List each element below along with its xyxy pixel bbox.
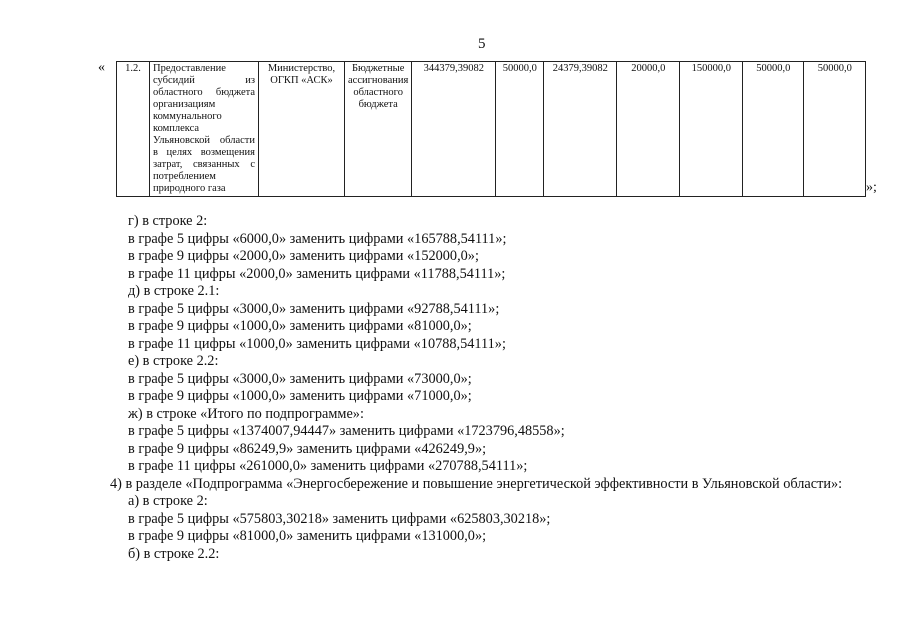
- budget-table: [116, 61, 866, 197]
- text-line: в графе 11 цифры «2000,0» заменить цифрами «11788,54111»;: [128, 265, 506, 282]
- cell-year-value: 50000,0: [804, 62, 866, 197]
- closing-quote: »;: [866, 180, 877, 195]
- cell-row-number: 1.2.: [117, 62, 150, 197]
- cell-year-value: 50000,0: [743, 62, 804, 197]
- text-line: в графе 9 цифры «1000,0» заменить цифрами «81000,0»;: [128, 318, 472, 334]
- text-line: в графе 11 цифры «1000,0» заменить цифрами «10788,54111»;: [128, 335, 506, 352]
- text-line: в графе 9 цифры «2000,0» заменить цифрами «152000,0»;: [128, 248, 479, 264]
- text-line: в графе 5 цифры «575803,30218» заменить цифрами «625803,30218»;: [128, 510, 551, 527]
- text-line: б) в строке 2.2:: [128, 545, 220, 562]
- text-line: в графе 9 цифры «86249,9» заменить цифрами «426249,9»;: [128, 440, 487, 457]
- text-line: в графе 5 цифры «3000,0» заменить цифрами «73000,0»;: [128, 370, 472, 387]
- text-line: в графе 5 цифры «1374007,94447» заменить цифрами «1723796,48558»;: [128, 423, 565, 439]
- text-line: г) в строке 2:: [128, 213, 208, 229]
- text-line: е) в строке 2.2:: [128, 353, 219, 369]
- cell-year-value: 24379,39082: [544, 62, 617, 197]
- table-row: [117, 62, 866, 197]
- page-number: 5: [478, 36, 486, 52]
- text-line: ж) в строке «Итого по подпрограмме»:: [128, 405, 364, 422]
- cell-executor: Министерство, ОГКП «АСК»: [259, 62, 345, 197]
- cell-total: 344379,39082: [412, 62, 496, 197]
- text-line: в графе 9 цифры «1000,0» заменить цифрами «71000,0»;: [128, 388, 472, 404]
- text-line: а) в строке 2:: [128, 493, 208, 509]
- text-line: в графе 9 цифры «81000,0» заменить цифрами «131000,0»;: [128, 528, 487, 544]
- cell-year-value: 20000,0: [617, 62, 680, 197]
- text-line: д) в строке 2.1:: [128, 283, 220, 299]
- cell-year-value: 150000,0: [680, 62, 743, 197]
- text-line: в графе 5 цифры «6000,0» заменить цифрами «165788,54111»;: [128, 230, 507, 247]
- opening-quote: «: [98, 60, 105, 75]
- cell-funding-source: Бюджетные ассигнования областного бюджета: [345, 62, 412, 197]
- text-line: в графе 5 цифры «3000,0» заменить цифрами «92788,54111»;: [128, 300, 500, 317]
- cell-year-value: 50000,0: [496, 62, 544, 197]
- section-paragraph: 4) в разделе «Подпрограмма «Энергосбережение и повышение энергетической эффективности в Ульяновской области»:: [110, 475, 843, 492]
- amendment-text: [110, 213, 882, 563]
- text-line: в графе 11 цифры «261000,0» заменить цифрами «270788,54111»;: [128, 458, 528, 474]
- cell-description: Предоставление субсидий из областного бюджета организациям коммунального комплекса Ульяновской области в целях возмещения затрат, связанных с потреблением природного газа: [150, 62, 259, 197]
